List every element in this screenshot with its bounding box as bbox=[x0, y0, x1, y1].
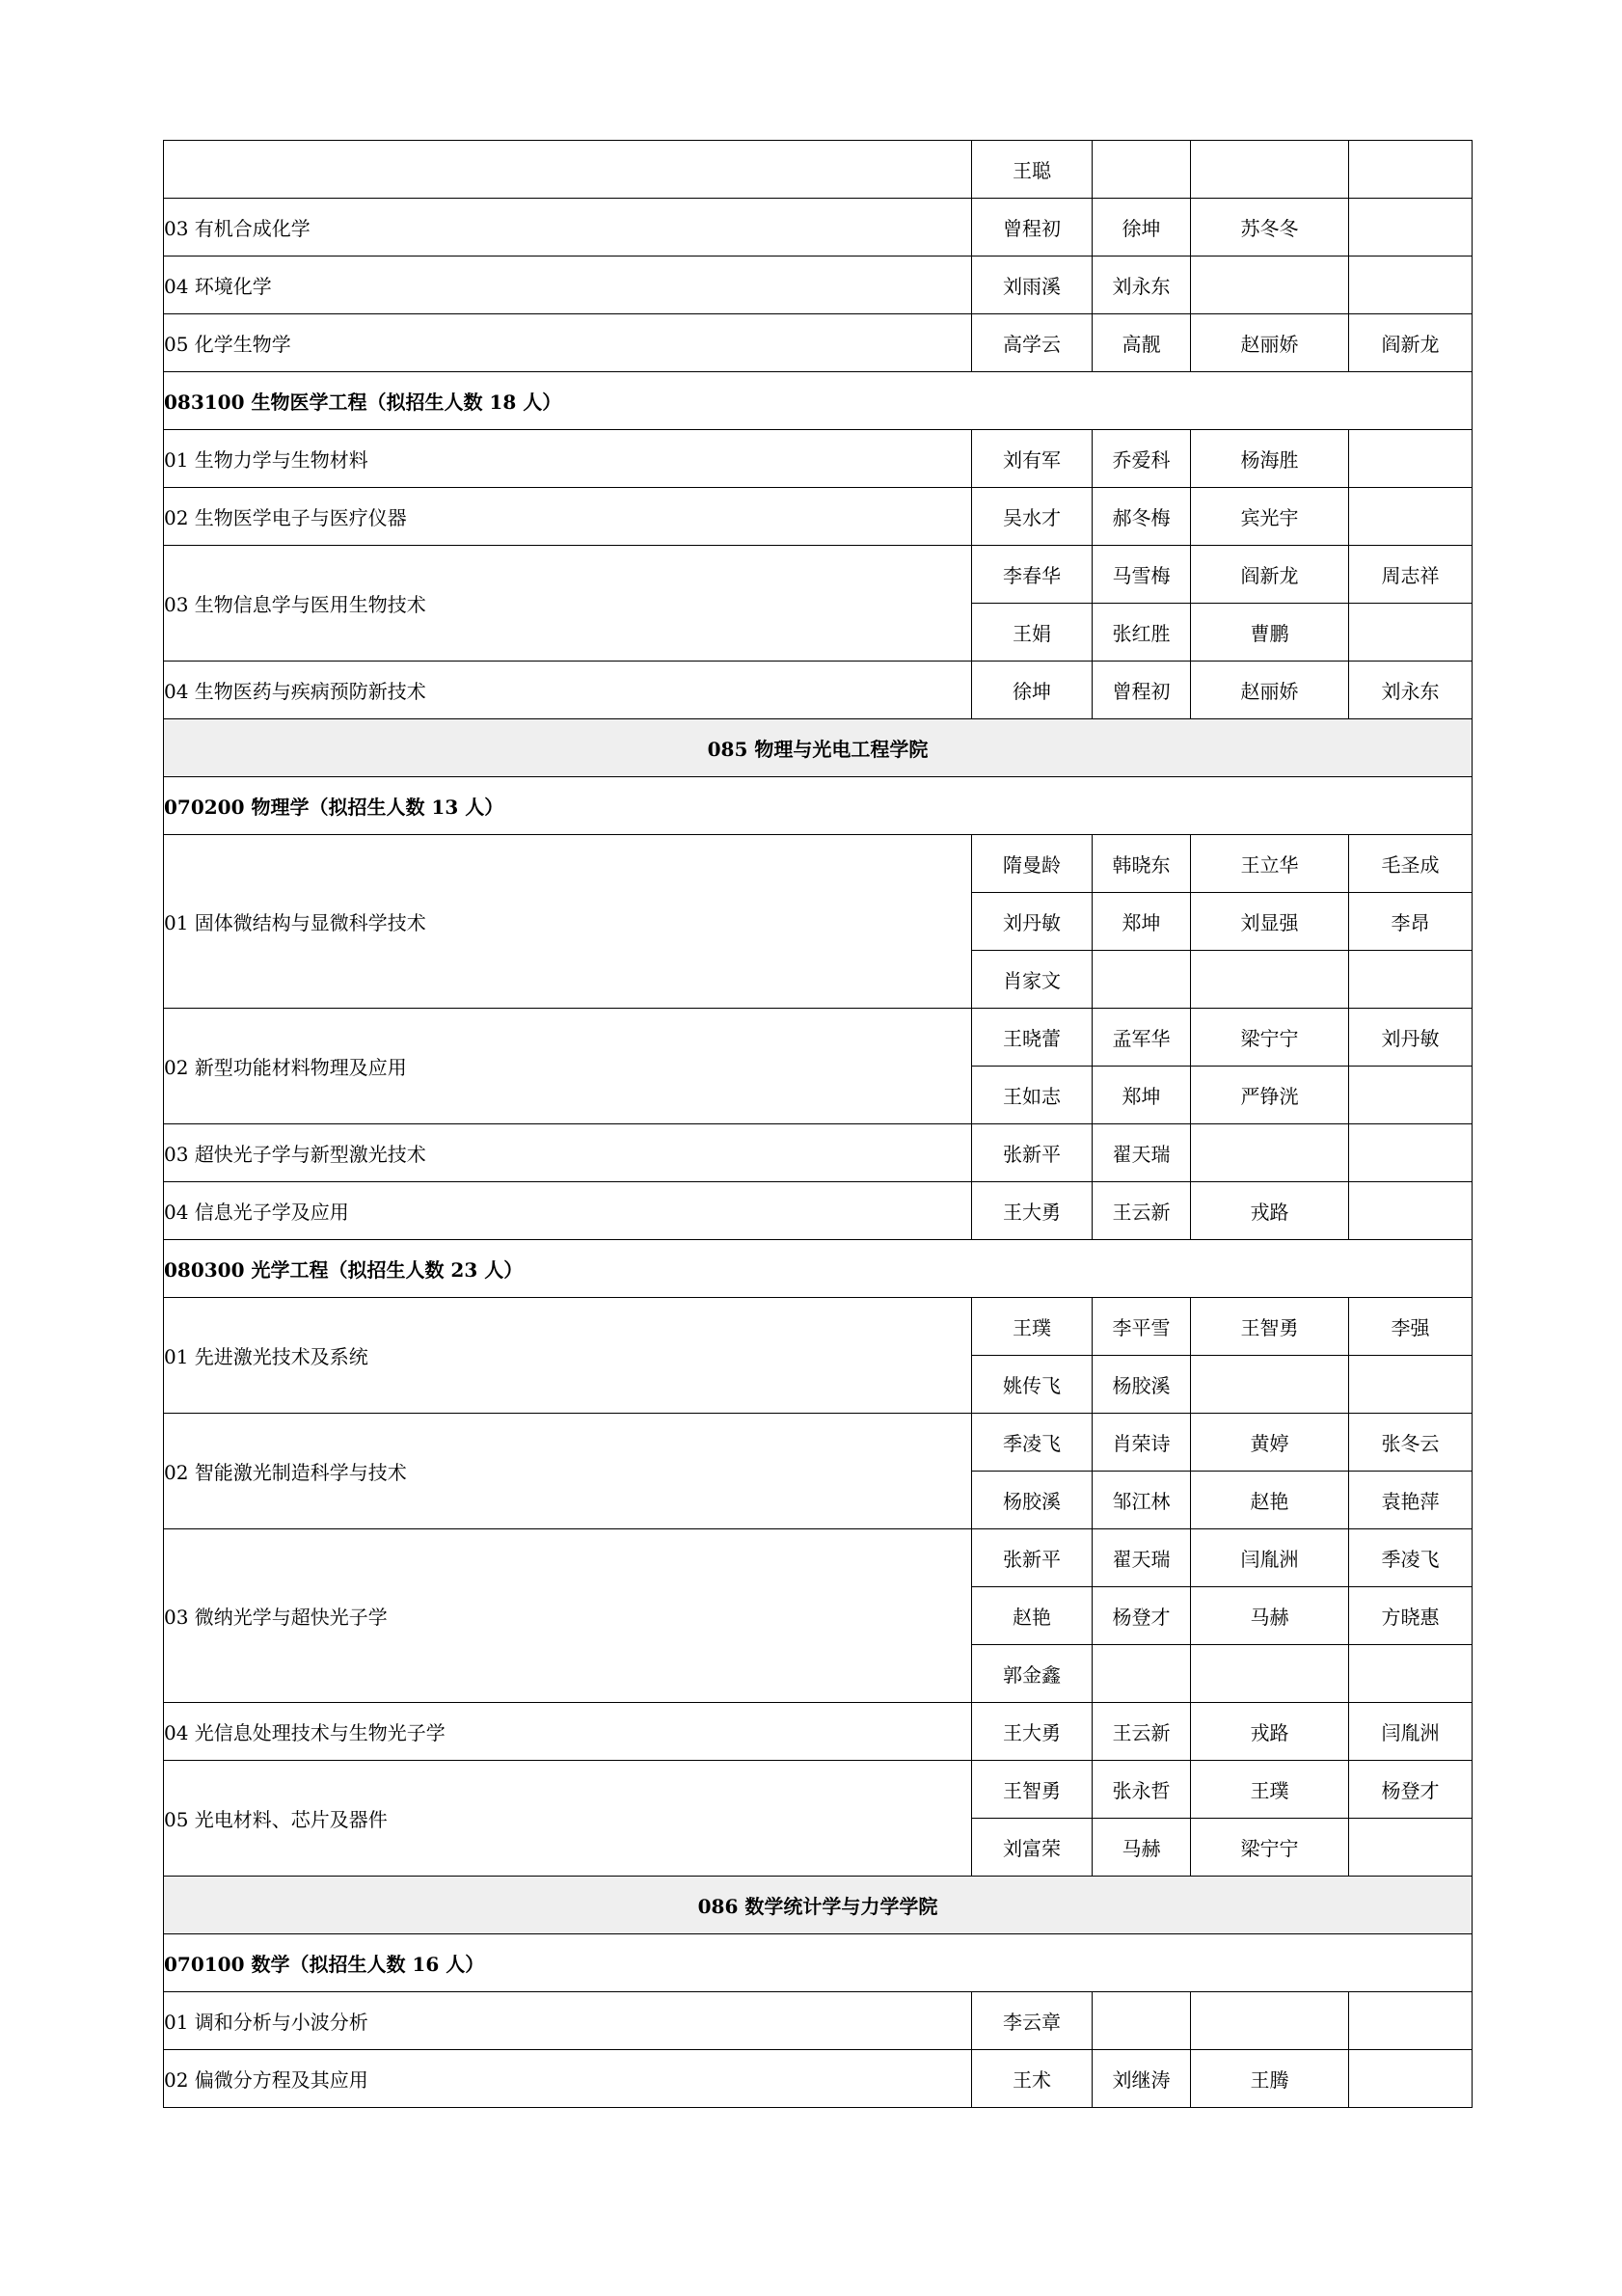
table-row bbox=[164, 1992, 1473, 2050]
advisor-name: 刘永东 bbox=[1349, 662, 1473, 719]
advisor-name: 刘丹敏 bbox=[1349, 1009, 1473, 1067]
advisor-name: 刘显强 bbox=[1191, 893, 1349, 951]
research-direction: 02 智能激光制造科学与技术 bbox=[164, 1414, 972, 1529]
research-direction: 02 新型功能材料物理及应用 bbox=[164, 1009, 972, 1124]
advisor-name: 杨胶溪 bbox=[972, 1472, 1093, 1529]
advisor-name: 李春华 bbox=[972, 546, 1093, 604]
advisor-name bbox=[1349, 1067, 1473, 1124]
advisor-name: 李昂 bbox=[1349, 893, 1473, 951]
advisor-name: 曹鹏 bbox=[1191, 604, 1349, 662]
advisor-name: 王腾 bbox=[1191, 2050, 1349, 2108]
major-title: 070200 物理学（拟招生人数 13 人） bbox=[164, 777, 1473, 835]
advisor-name bbox=[1191, 951, 1349, 1009]
college-header-row bbox=[164, 719, 1473, 777]
advisor-name: 梁宁宁 bbox=[1191, 1819, 1349, 1877]
major-header-row bbox=[164, 1240, 1473, 1298]
advisor-name bbox=[1191, 257, 1349, 314]
enrollment-table bbox=[163, 140, 1473, 2108]
advisor-name: 肖荣诗 bbox=[1093, 1414, 1191, 1472]
advisor-name: 杨胶溪 bbox=[1093, 1356, 1191, 1414]
advisor-name: 王璞 bbox=[972, 1298, 1093, 1356]
advisor-name bbox=[1191, 1356, 1349, 1414]
advisor-name: 李云章 bbox=[972, 1992, 1093, 2050]
table-row bbox=[164, 1298, 1473, 1356]
advisor-name: 郑坤 bbox=[1093, 893, 1191, 951]
advisor-name: 梁宁宁 bbox=[1191, 1009, 1349, 1067]
research-direction: 01 固体微结构与显微科学技术 bbox=[164, 835, 972, 1009]
advisor-name: 张冬云 bbox=[1349, 1414, 1473, 1472]
advisor-name bbox=[1349, 2050, 1473, 2108]
advisor-name: 张新平 bbox=[972, 1529, 1093, 1587]
advisor-name: 闫胤洲 bbox=[1191, 1529, 1349, 1587]
advisor-name bbox=[1349, 199, 1473, 257]
advisor-name: 马赫 bbox=[1093, 1819, 1191, 1877]
advisor-name: 毛圣成 bbox=[1349, 835, 1473, 893]
advisor-name: 阎新龙 bbox=[1349, 314, 1473, 372]
advisor-name: 闫胤洲 bbox=[1349, 1703, 1473, 1761]
advisor-name: 王如志 bbox=[972, 1067, 1093, 1124]
advisor-name bbox=[1349, 488, 1473, 546]
research-direction: 01 生物力学与生物材料 bbox=[164, 430, 972, 488]
advisor-name: 袁艳萍 bbox=[1349, 1472, 1473, 1529]
advisor-name: 曾程初 bbox=[972, 199, 1093, 257]
advisor-name: 王大勇 bbox=[972, 1703, 1093, 1761]
advisor-name: 马雪梅 bbox=[1093, 546, 1191, 604]
major-title: 070100 数学（拟招生人数 16 人） bbox=[164, 1934, 1473, 1992]
advisor-name: 戎路 bbox=[1191, 1703, 1349, 1761]
research-direction bbox=[164, 141, 972, 199]
research-direction: 04 光信息处理技术与生物光子学 bbox=[164, 1703, 972, 1761]
advisor-name bbox=[1349, 1645, 1473, 1703]
advisor-name: 姚传飞 bbox=[972, 1356, 1093, 1414]
advisor-name: 郝冬梅 bbox=[1093, 488, 1191, 546]
advisor-name bbox=[1093, 951, 1191, 1009]
table-row bbox=[164, 1761, 1473, 1819]
research-direction: 02 偏微分方程及其应用 bbox=[164, 2050, 972, 2108]
advisor-name: 李强 bbox=[1349, 1298, 1473, 1356]
advisor-name: 阎新龙 bbox=[1191, 546, 1349, 604]
advisor-name: 韩晓东 bbox=[1093, 835, 1191, 893]
advisor-name: 赵丽娇 bbox=[1191, 314, 1349, 372]
advisor-name: 曾程初 bbox=[1093, 662, 1191, 719]
advisor-name: 王云新 bbox=[1093, 1182, 1191, 1240]
table-row bbox=[164, 141, 1473, 199]
advisor-name: 翟天瑞 bbox=[1093, 1124, 1191, 1182]
advisor-name: 肖家文 bbox=[972, 951, 1093, 1009]
advisor-name: 乔爱科 bbox=[1093, 430, 1191, 488]
advisor-name: 刘继涛 bbox=[1093, 2050, 1191, 2108]
advisor-name bbox=[1191, 1992, 1349, 2050]
advisor-name bbox=[1093, 141, 1191, 199]
advisor-name: 杨海胜 bbox=[1191, 430, 1349, 488]
table-row bbox=[164, 1414, 1473, 1472]
advisor-name bbox=[1349, 951, 1473, 1009]
research-direction: 02 生物医学电子与医疗仪器 bbox=[164, 488, 972, 546]
table-row bbox=[164, 1703, 1473, 1761]
table-row bbox=[164, 2050, 1473, 2108]
table-row bbox=[164, 488, 1473, 546]
advisor-name: 刘丹敏 bbox=[972, 893, 1093, 951]
advisor-name bbox=[1349, 1992, 1473, 2050]
advisor-name: 翟天瑞 bbox=[1093, 1529, 1191, 1587]
advisor-name: 刘富荣 bbox=[972, 1819, 1093, 1877]
advisor-name bbox=[1349, 1356, 1473, 1414]
table-row bbox=[164, 1124, 1473, 1182]
research-direction: 03 生物信息学与医用生物技术 bbox=[164, 546, 972, 662]
research-direction: 03 有机合成化学 bbox=[164, 199, 972, 257]
advisor-name: 徐坤 bbox=[972, 662, 1093, 719]
advisor-name: 黄婷 bbox=[1191, 1414, 1349, 1472]
advisor-name bbox=[1349, 1182, 1473, 1240]
advisor-name: 周志祥 bbox=[1349, 546, 1473, 604]
major-title: 080300 光学工程（拟招生人数 23 人） bbox=[164, 1240, 1473, 1298]
advisor-name bbox=[1191, 1645, 1349, 1703]
advisor-name bbox=[1349, 141, 1473, 199]
table-row bbox=[164, 662, 1473, 719]
advisor-name: 刘永东 bbox=[1093, 257, 1191, 314]
advisor-name: 徐坤 bbox=[1093, 199, 1191, 257]
table-row bbox=[164, 430, 1473, 488]
advisor-name: 张永哲 bbox=[1093, 1761, 1191, 1819]
advisor-name: 杨登才 bbox=[1349, 1761, 1473, 1819]
advisor-name: 张红胜 bbox=[1093, 604, 1191, 662]
advisor-name: 戎路 bbox=[1191, 1182, 1349, 1240]
advisor-name: 王大勇 bbox=[972, 1182, 1093, 1240]
advisor-name: 吴水才 bbox=[972, 488, 1093, 546]
advisor-name: 王智勇 bbox=[1191, 1298, 1349, 1356]
advisor-name: 高学云 bbox=[972, 314, 1093, 372]
advisor-name bbox=[1093, 1992, 1191, 2050]
major-title: 083100 生物医学工程（拟招生人数 18 人） bbox=[164, 372, 1473, 430]
advisor-name: 王晓蕾 bbox=[972, 1009, 1093, 1067]
advisor-name: 王璞 bbox=[1191, 1761, 1349, 1819]
college-header-row bbox=[164, 1877, 1473, 1934]
advisor-name: 季凌飞 bbox=[1349, 1529, 1473, 1587]
advisor-name: 郑坤 bbox=[1093, 1067, 1191, 1124]
research-direction: 03 微纳光学与超快光子学 bbox=[164, 1529, 972, 1703]
advisor-name: 刘雨溪 bbox=[972, 257, 1093, 314]
major-header-row bbox=[164, 1934, 1473, 1992]
advisor-name: 刘有军 bbox=[972, 430, 1093, 488]
table-row bbox=[164, 199, 1473, 257]
table-row bbox=[164, 257, 1473, 314]
advisor-name: 隋曼龄 bbox=[972, 835, 1093, 893]
advisor-name: 赵艳 bbox=[1191, 1472, 1349, 1529]
major-header-row bbox=[164, 372, 1473, 430]
advisor-name: 马赫 bbox=[1191, 1587, 1349, 1645]
advisor-name bbox=[1349, 430, 1473, 488]
advisor-name: 王智勇 bbox=[972, 1761, 1093, 1819]
advisor-name: 李平雪 bbox=[1093, 1298, 1191, 1356]
advisor-name: 王聪 bbox=[972, 141, 1093, 199]
advisor-name: 季凌飞 bbox=[972, 1414, 1093, 1472]
advisor-name bbox=[1349, 1819, 1473, 1877]
advisor-name: 邹江林 bbox=[1093, 1472, 1191, 1529]
advisor-name: 赵丽娇 bbox=[1191, 662, 1349, 719]
advisor-name bbox=[1349, 257, 1473, 314]
advisor-name bbox=[1191, 1124, 1349, 1182]
advisor-name: 杨登才 bbox=[1093, 1587, 1191, 1645]
table-row bbox=[164, 314, 1473, 372]
advisor-name: 王娟 bbox=[972, 604, 1093, 662]
advisor-name: 方晓惠 bbox=[1349, 1587, 1473, 1645]
major-header-row bbox=[164, 777, 1473, 835]
research-direction: 05 光电材料、芯片及器件 bbox=[164, 1761, 972, 1877]
table-row bbox=[164, 1529, 1473, 1587]
advisor-name bbox=[1349, 604, 1473, 662]
research-direction: 03 超快光子学与新型激光技术 bbox=[164, 1124, 972, 1182]
research-direction: 04 信息光子学及应用 bbox=[164, 1182, 972, 1240]
advisor-name: 严铮洸 bbox=[1191, 1067, 1349, 1124]
advisor-name: 郭金鑫 bbox=[972, 1645, 1093, 1703]
advisor-name bbox=[1093, 1645, 1191, 1703]
advisor-name: 孟军华 bbox=[1093, 1009, 1191, 1067]
research-direction: 01 调和分析与小波分析 bbox=[164, 1992, 972, 2050]
advisor-name: 宾光宇 bbox=[1191, 488, 1349, 546]
advisor-name: 高靓 bbox=[1093, 314, 1191, 372]
table-row bbox=[164, 835, 1473, 893]
advisor-name: 王云新 bbox=[1093, 1703, 1191, 1761]
advisor-name: 王立华 bbox=[1191, 835, 1349, 893]
advisor-name: 王术 bbox=[972, 2050, 1093, 2108]
research-direction: 04 环境化学 bbox=[164, 257, 972, 314]
advisor-name: 苏冬冬 bbox=[1191, 199, 1349, 257]
research-direction: 05 化学生物学 bbox=[164, 314, 972, 372]
research-direction: 04 生物医药与疾病预防新技术 bbox=[164, 662, 972, 719]
table-row bbox=[164, 1009, 1473, 1067]
college-title: 086 数学统计学与力学学院 bbox=[164, 1877, 1473, 1934]
advisor-name: 张新平 bbox=[972, 1124, 1093, 1182]
advisor-name: 赵艳 bbox=[972, 1587, 1093, 1645]
advisor-name bbox=[1349, 1124, 1473, 1182]
table-row bbox=[164, 546, 1473, 604]
table-row bbox=[164, 1182, 1473, 1240]
advisor-name bbox=[1191, 141, 1349, 199]
college-title: 085 物理与光电工程学院 bbox=[164, 719, 1473, 777]
research-direction: 01 先进激光技术及系统 bbox=[164, 1298, 972, 1414]
